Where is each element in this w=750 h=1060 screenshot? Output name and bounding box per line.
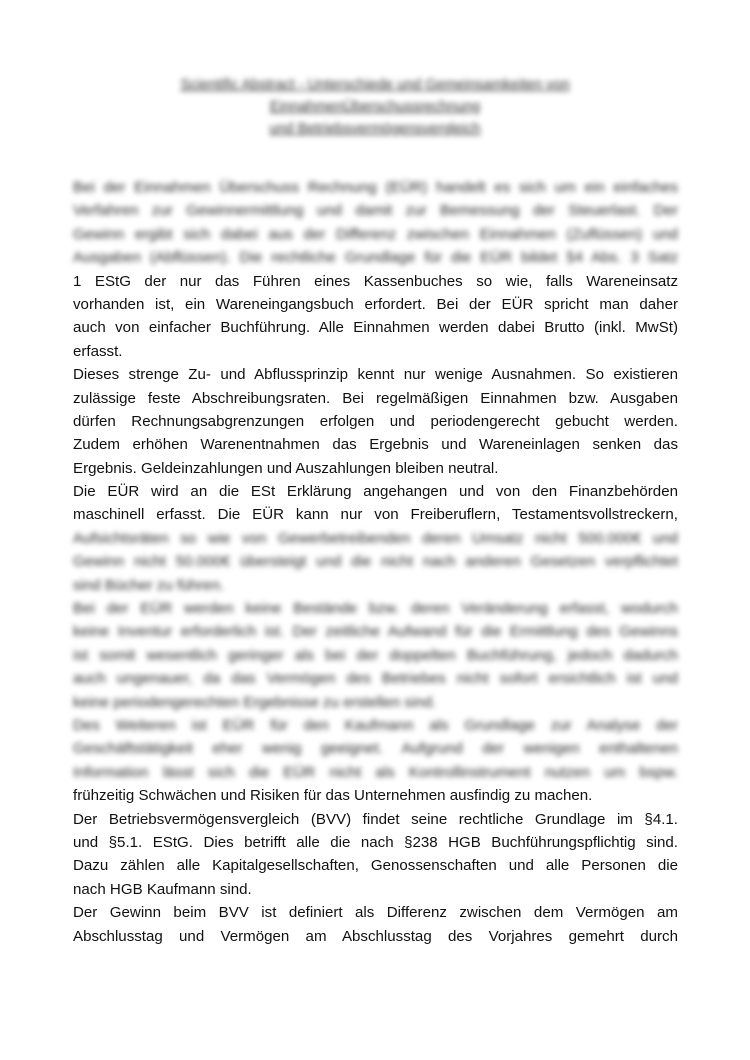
blurred-text-line: Gewinn nicht 50.000€ übersteigt und die nicht nach anderen Gesetzen verpflichtet: [73, 553, 678, 571]
text-line: 1 EStG der nur das Führen eines Kassenbuches so wie, falls Wareneinsatz: [73, 272, 678, 290]
text-line: Dieses strenge Zu- und Abflussprinzip kennt nur wenige Ausnahmen. So existieren: [73, 366, 678, 384]
text-line: dürfen Rechnungsabgrenzungen erfolgen und periodengerecht gebucht werden.: [73, 412, 678, 430]
text-line: frühzeitig Schwächen und Risiken für das Unternehmen ausfindig zu machen.: [73, 787, 593, 805]
blurred-text-line: ist somit wesentlich geringer als bei der doppelten Buchführung, jedoch dadurch: [73, 646, 678, 664]
blurred-text-line: Bei der Einnahmen Überschuss Rechnung (EÜR) handelt es sich um ein einfaches: [73, 179, 678, 196]
text-line: auch von einfacher Buchführung. Alle Einnahmen werden dabei Brutto (inkl. MwSt): [73, 319, 678, 337]
blurred-text-line: keine Inventur erforderlich ist. Der zeitliche Aufwand für die Ermittlung des Gewinns: [73, 623, 678, 641]
title-line: EinnahmenÜberschussrechnung: [269, 99, 481, 115]
blurred-text-line: Verfahren zur Gewinnermittlung und damit zur Bemessung der Steuerlast. Der: [73, 202, 678, 220]
blurred-text-line: auch ungenauer, da das Vermögen des Betriebes nicht sofort ersichtlich ist und: [73, 670, 678, 688]
title-line: Scientific Abstract - Unterschiede und Gemeinsamkeiten von: [180, 77, 570, 93]
text-line: nach HGB Kaufmann sind.: [73, 880, 252, 898]
blurred-text-line: Information lässt sich die EÜR nicht als Kontrollinstrument nutzen um bspw.: [73, 763, 678, 781]
text-line: zulässige feste Abschreibungsraten. Bei regelmäßigen Einnahmen bzw. Ausgaben: [73, 389, 678, 407]
text-line: erfasst.: [73, 342, 123, 360]
blurred-text-line: Aufsichtsräten so wie von Gewerbetreibenden deren Umsatz nicht 500.000€ und: [73, 529, 678, 547]
text-line: Dazu zählen alle Kapitalgesellschaften, Genossenschaften und alle Personen die: [73, 857, 678, 875]
text-line: Abschlusstag und Vermögen am Abschlusstag des Vorjahres gemehrt durch: [73, 927, 678, 945]
blurred-text-line: Geschäftstätigkeit eher wenig geeignet. Aufgrund der wenigen enthaltenen: [73, 740, 678, 758]
blurred-text-line: Gewinn ergibt sich dabei aus der Differenz zwischen Einnahmen (Zuflüssen) und: [73, 225, 678, 243]
text-line: Zudem erhöhen Warenentnahmen das Ergebnis und Wareneinlagen senken das: [73, 436, 678, 454]
blurred-text-line: sind Bücher zu führen.: [73, 576, 225, 594]
document-title: [0, 74, 750, 140]
blurred-text-line: Des Weiteren ist EÜR für den Kaufmann als Grundlage zur Analyse der: [73, 716, 678, 734]
text-line: vorhanden ist, ein Wareneingangsbuch erfordert. Bei der EÜR spricht man daher: [73, 295, 678, 313]
title-line: und Betriebsvermögensvergleich: [269, 121, 481, 137]
text-line: und §5.1. EStG. Dies betrifft alle die nach §238 HGB Buchführungspflichtig sind.: [73, 833, 678, 851]
text-line: maschinell erfasst. Die EÜR kann nur von Freiberuflern, Testamentsvollstreckern,: [73, 506, 678, 524]
text-line: Der Gewinn beim BVV ist definiert als Differenz zwischen dem Vermögen am: [73, 904, 678, 922]
text-line: Der Betriebsvermögensvergleich (BVV) findet seine rechtliche Grundlage im §4.1.: [73, 810, 678, 828]
blurred-text-line: Ausgaben (Abflüssen). Die rechtliche Grundlage für die EÜR bildet §4 Abs. 3 Satz: [73, 249, 678, 267]
blurred-text-line: keine periodengerechten Ergebnisse zu erstellen sind.: [73, 693, 437, 711]
document-body: [73, 176, 678, 948]
text-line: Die EÜR wird an die ESt Erklärung angehangen und von den Finanzbehörden: [73, 483, 678, 501]
text-line: Ergebnis. Geldeinzahlungen und Auszahlungen bleiben neutral.: [73, 459, 499, 477]
blurred-text-line: Bei der EÜR werden keine Bestände bzw. deren Veränderung erfasst, wodurch: [73, 600, 678, 618]
